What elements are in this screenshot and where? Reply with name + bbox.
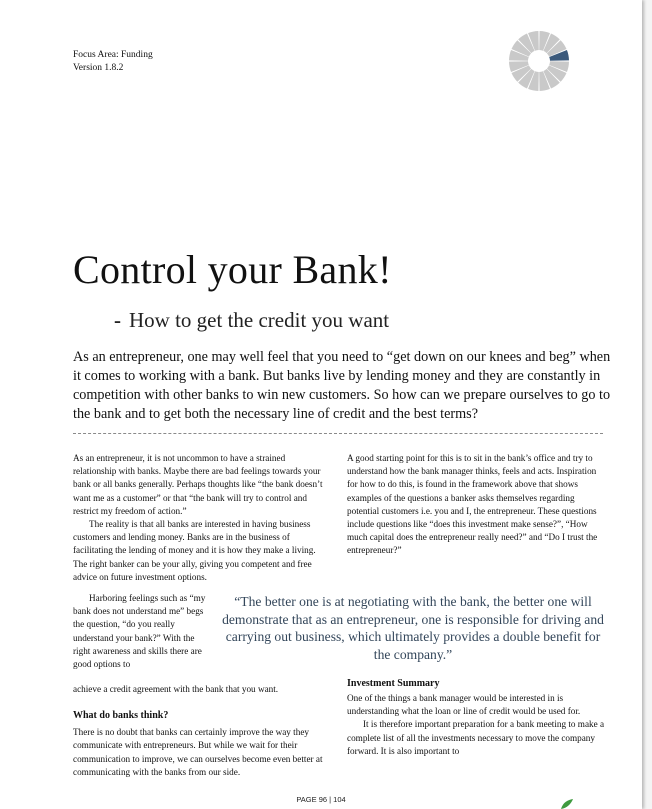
- left-column-narrow: [73, 592, 209, 671]
- page-number: PAGE 96 | 104: [296, 795, 346, 804]
- page-title: Control your Bank!: [73, 247, 392, 292]
- right-column-intro: [347, 452, 609, 558]
- page-subtitle: [114, 308, 389, 333]
- right-column-section: [347, 692, 609, 758]
- left-paragraph-2: The reality is that all banks are interested in having business customers and lending money. Banks are in the business of facilitating the lending of money and it is how they make a living. The right banker can be your ally, giving you competent and free advice on future investment options.: [73, 519, 316, 582]
- wheel-hub: [529, 51, 549, 71]
- section-divider: [73, 433, 603, 434]
- focus-area-label: Focus Area: Funding: [73, 50, 153, 60]
- section-heading-banks: What do banks think?: [73, 710, 169, 721]
- page-header: [73, 49, 153, 75]
- left-paragraph-1: As an entrepreneur, it is not uncommon to have a strained relationship with banks. Maybe there are bad feelings towards your bank or all banks generally. Perhaps thoughts like “the bank doesn’t want me as a customer” or that “the bank will try to control and restrict my freedom of action.”: [73, 453, 323, 516]
- pull-quote: “The better one is at negotiating with the bank, the better one will demonstrate that as an entrepreneur, one is responsible for driving and carrying out business, which ultimately provides a double benefit for the company.”: [222, 594, 604, 662]
- segmented-progress-wheel-icon: [508, 30, 570, 92]
- section-heading-investment: Investment Summary: [347, 678, 440, 689]
- subtitle-text: How to get the credit you want: [129, 308, 390, 332]
- left-paragraph-3-end: achieve a credit agreement with the bank that you want.: [73, 684, 279, 694]
- left-column-continued: [73, 683, 335, 696]
- leaf-icon: [560, 799, 574, 809]
- left-column-section: [73, 709, 335, 779]
- lede-paragraph: As an entrepreneur, one may well feel that you need to “get down on our knees and beg” when it comes to working with a bank. But banks live by lending money and they are constantly in competition with other banks to win new customers. So how can we prepare ourselves to go to the bank and to get both the necessary line of credit and the best terms?: [73, 349, 611, 422]
- subtitle-dash: -: [114, 308, 121, 332]
- left-paragraph-3: Harboring feelings such as “my bank does not understand me” begs the question, “do you really understand your bank?” With the right awareness and skills there are good options to: [73, 593, 206, 670]
- right-section-paragraph-1: One of the things a bank manager would be interested in is understanding what the loan or line of credit would be used for.: [347, 693, 581, 717]
- left-section-paragraph: There is no doubt that banks can certainly improve the way they communicate with entrepreneurs. But while we wait for their communication to improve, we can ourselves become even better at communicating with the banks from our side.: [73, 727, 323, 777]
- version-label: Version 1.8.2: [73, 63, 124, 73]
- right-section-paragraph-2: It is therefore important preparation for a bank meeting to make a complete list of all the investments necessary to move the company forward. It is also important to: [347, 719, 605, 756]
- left-column-intro: [73, 452, 328, 584]
- right-paragraph-1: A good starting point for this is to sit in the bank’s office and try to understand how the bank manager thinks, feels and acts. Inspiration for how to do this, is found in the framework above that shows examples of the questions a banker asks themselves regarding potential customers i.e. you and I, the entrepreneur. These questions include questions like “does this investment make sense?”, “How much capital does the entrepreneur really need?” and “Do I trust the entrepreneur?”: [347, 453, 598, 556]
